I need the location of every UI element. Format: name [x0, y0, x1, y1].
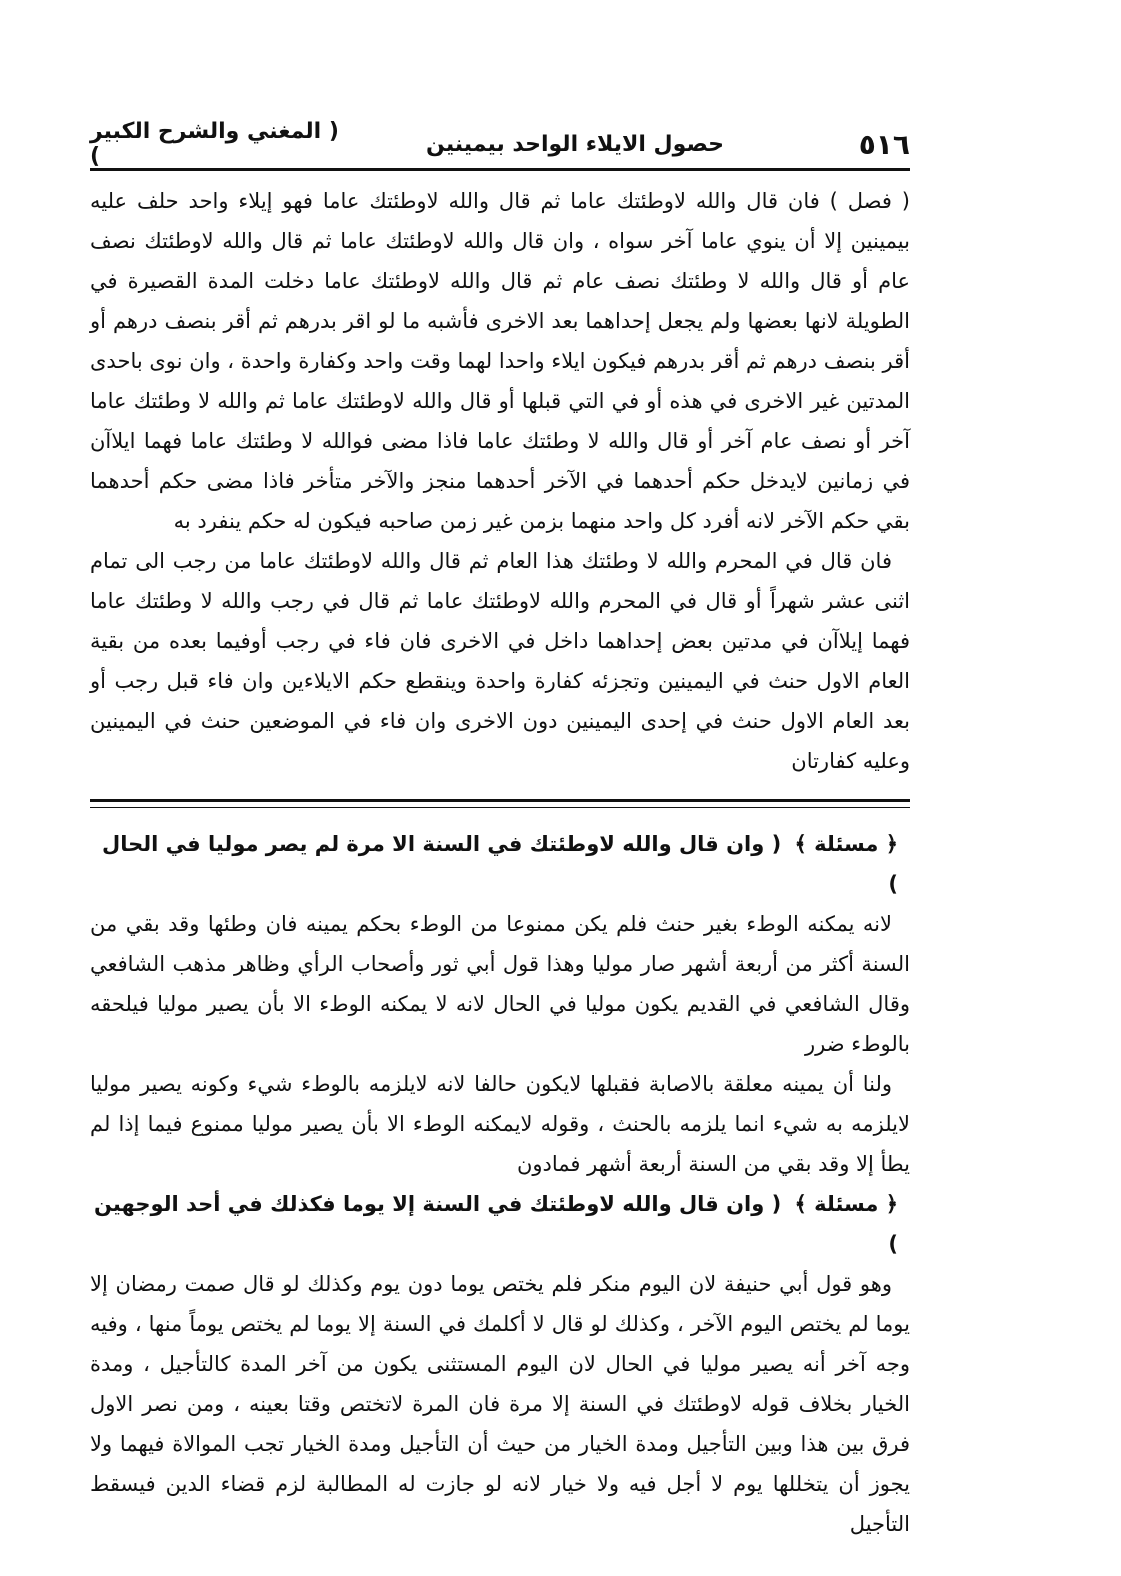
section-divider	[90, 799, 910, 802]
masala-text: ( وان قال والله لاوطئتك في السنة إلا يوما فكذلك في أحد الوجهين )	[93, 1192, 898, 1256]
masala-heading-2	[90, 1184, 910, 1264]
book-page	[90, 120, 910, 1544]
masala-heading-1	[90, 824, 910, 904]
masala-label: ﴿ مسئلة ﴾	[794, 832, 898, 856]
masala-text: ( وان قال والله لاوطئتك في السنة الا مرة لم يصر موليا في الحال )	[102, 832, 898, 896]
paragraph-commentary: ولنا أن يمينه معلقة بالاصابة فقبلها لايكون حالفا لانه لايلزمه بالوطء شيء وكونه يصير موليا لايلزمه به شيء انما يلزمه بالحنث ، وقوله لايمكنه الوطء الا بأن يصير موليا ممنوع فيما إذا لم يطأ إلا وقد بقي من السنة أربعة أشهر فمادون	[90, 1072, 910, 1176]
paragraph-commentary: وهو قول أبي حنيفة لان اليوم منكر فلم يختص يوما دون يوم وكذلك لو قال صمت رمضان إلا يوما لم يختص اليوم الآخر ، وكذلك لو قال لا أكلمك في السنة إلا يوما لم يختص يوماً منها ، وفيه وجه آخر أنه يصير موليا في الحال لان اليوم المستثنى يكون من آخر المدة كالتأجيل ، ومدة الخيار بخلاف قوله لاوطئتك في السنة إلا مرة فان المرة لاتختص وقتا بعينه ، ومن نصر الاول فرق بين هذا وبين التأجيل ومدة الخيار من حيث أن التأجيل ومدة الخيار تجب الموالاة فيهما ولا يجوز أن يتخللها يوم لا أجل فيه ولا خيار لانه لو جازت له المطالبة لزم قضاء الدين فيسقط التأجيل	[90, 1272, 910, 1536]
paragraph-muharram: فان قال في المحرم والله لا وطئتك هذا العام ثم قال والله لاوطئتك عاما من رجب الى تمام اثنى عشر شهراً أو قال في المحرم والله لاوطئتك عاما ثم قال في رجب والله لا وطئتك عاما فهما إيلاآن في مدتين بعض إحداهما داخل في الاخرى فان فاء في رجب أوفيما بعده من بقية العام الاول حنث في اليمينين وتجزئه كفارة واحدة وينقطع حكم الايلاءين وان فاء قبل رجب أو بعد العام الاول حنث في إحدى اليمينين دون الاخرى وان فاء في الموضعين حنث في اليمينين وعليه كفارتان	[90, 549, 910, 773]
page-number: ٥١٦	[858, 127, 910, 161]
header-title: حصول الايلاء الواحد بيمينين	[426, 131, 724, 157]
book-title: ( المغني والشرح الكبير )	[90, 119, 339, 169]
paragraph-fasl: ( فصل ) فان قال والله لاوطئتك عاما ثم قال والله لاوطئتك عاما فهو إيلاء واحد حلف عليه بيمينين إلا أن ينوي عاما آخر سواه ، وان قال والله لاوطئتك عاما ثم قال والله لاوطئتك نصف عام أو قال والله لا وطئتك نصف عام ثم قال والله لاوطئتك عاما دخلت المدة القصيرة في الطويلة لانها بعضها ولم يجعل إحداهما بعد الاخرى فأشبه ما لو اقر بدرهم ثم أقر بنصف درهم أو أقر بنصف درهم ثم أقر بدرهم فيكون ايلاء واحدا لهما وقت واحد وكفارة واحدة ، وان نوى باحدى المدتين غير الاخرى في هذه أو في التي قبلها أو قال والله لاوطئتك عاما ثم والله لا وطئتك عاما آخر أو نصف عام آخر أو قال والله لا وطئتك عاما فاذا مضى فوالله لا وطئتك عاما فهما ايلاآن في زمانين لايدخل حكم أحدهما في الآخر أحدهما منجز والآخر متأخر فاذا مضى حكم أحدهما بقي حكم الآخر لانه أفرد كل واحد منهما بزمن غير زمن صاحبه فيكون له حكم ينفرد به	[90, 189, 910, 533]
running-header	[90, 120, 910, 171]
paragraph-commentary: لانه يمكنه الوطء بغير حنث فلم يكن ممنوعا من الوطء بحكم يمينه فان وطئها وقد بقي من السنة أكثر من أربعة أشهر صار موليا وهذا قول أبي ثور وأصحاب الرأي وظاهر مذهب الشافعي وقال الشافعي في القديم يكون موليا في الحال لانه لا يمكنه الوطء الا بأن يصير موليا فيلحقه بالوطء ضرر	[90, 912, 910, 1056]
commentary-text	[90, 824, 910, 1544]
masala-label: ﴿ مسئلة ﴾	[794, 1192, 898, 1216]
section-divider-thin	[90, 807, 910, 808]
main-text	[90, 181, 910, 781]
